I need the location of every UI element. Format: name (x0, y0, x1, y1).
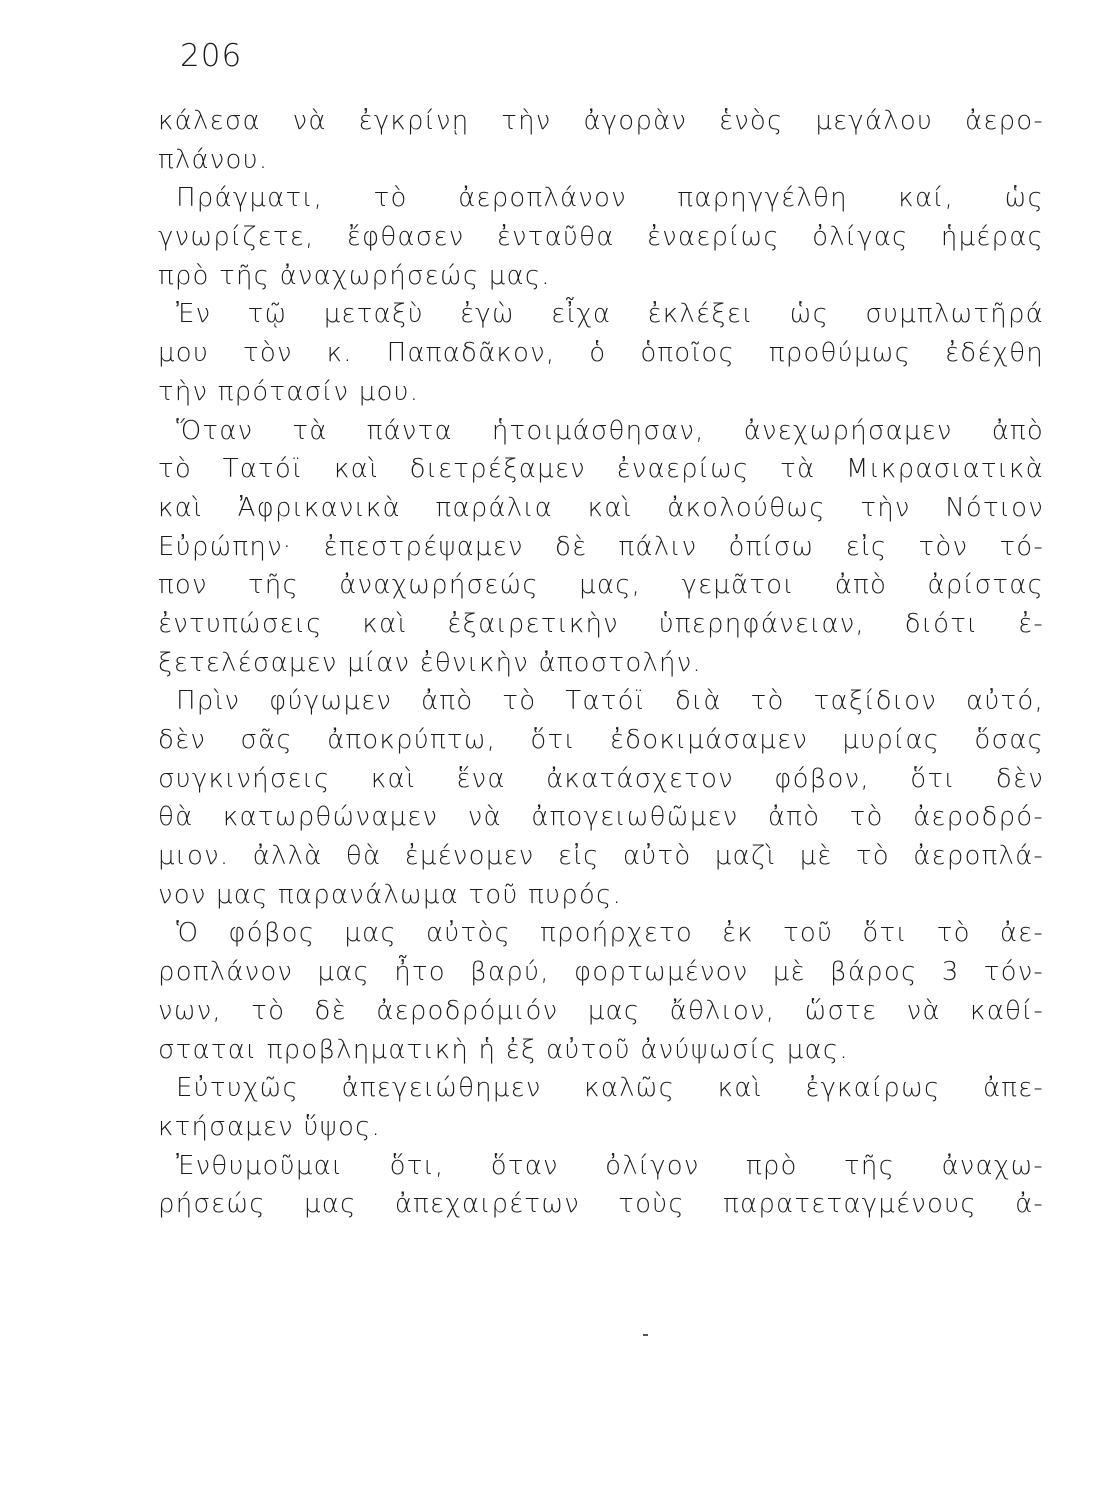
text-line: Ἐνθυμοῦμαι ὅτι, ὅταν ὀλίγον πρὸ τῆς ἀναχω- (176, 1150, 1044, 1181)
text-line: πλάνου. (158, 144, 269, 175)
text-line: Εὐρώπην· ἐπεστρέψαμεν δὲ πάλιν ὀπίσω εἰς τὸν τό- (158, 531, 1044, 562)
text-line: γνωρίζετε, ἔφθασεν ἐνταῦθα ἐναερίως ὀλίγας ἡμέρας (158, 222, 1044, 253)
text-line: τὸ Τατόϊ καὶ διετρέξαμεν ἐναερίως τὰ Μικρασιατικὰ (158, 454, 1044, 485)
text-line: κτήσαμεν ὕψος. (158, 1111, 381, 1142)
text-line: ροπλάνον μας ἦτο βαρύ, φορτωμένον μὲ βάρος 3 τόν- (158, 957, 1044, 988)
text-line: μου τὸν κ. Παπαδᾶκον, ὁ ὁποῖος προθύμως ἐδέχθη (158, 338, 1044, 369)
text-line: Ἐν τῷ μεταξὺ ἐγὼ εἶχα ἐκλέξει ὡς συμπλωτῆρά (176, 299, 1044, 330)
body-text (158, 102, 1044, 1224)
text-line: συγκινήσεις καὶ ἕνα ἀκατάσχετον φόβον, ὅτι δὲν (158, 763, 1044, 794)
text-line: Πρὶν φύγωμεν ἀπὸ τὸ Τατόϊ διὰ τὸ ταξίδιον αὐτό, (176, 686, 1044, 717)
text-line: Ὅταν τὰ πάντα ἡτοιμάσθησαν, ἀνεχωρήσαμεν ἀπὸ (176, 415, 1044, 446)
text-line: δὲν σᾶς ἀποκρύπτω, ὅτι ἐδοκιμάσαμεν μυρίας ὅσας (158, 725, 1044, 755)
text-line: Ὁ φόβος μας αὐτὸς προήρχετο ἐκ τοῦ ὅτι τὸ ἀε- (176, 918, 1044, 949)
text-line: τὴν πρότασίν μου. (158, 376, 420, 407)
ink-speck (643, 1334, 648, 1336)
text-line: πον τῆς ἀναχωρήσεώς μας, γεμᾶτοι ἀπὸ ἀρίστας (158, 570, 1044, 601)
text-line: ξετελέσαμεν μίαν ἐθνικὴν ἀποστολήν. (158, 647, 702, 678)
text-line: καὶ Ἀφρικανικὰ παράλια καὶ ἀκολούθως τὴν Νότιον (158, 492, 1044, 523)
text-line: μιον. ἀλλὰ θὰ ἐμένομεν εἰς αὐτὸ μαζὶ μὲ τὸ ἀεροπλά- (158, 841, 1044, 872)
text-line: κάλεσα νὰ ἐγκρίνῃ τὴν ἀγορὰν ἑνὸς μεγάλου ἀερο- (158, 106, 1044, 136)
text-line: Πράγματι, τὸ ἀεροπλάνον παρηγγέλθη καί, ὡς (176, 183, 1044, 214)
text-line: Εὐτυχῶς ἀπεγειώθημεν καλῶς καὶ ἐγκαίρως ἀπε- (176, 1073, 1044, 1104)
text-line: ἐντυπώσεις καὶ ἐξαιρετικὴν ὑπερηφάνειαν, διότι ἐ- (158, 608, 1044, 639)
text-line: πρὸ τῆς ἀναχωρήσεώς μας. (158, 260, 551, 291)
text-line: σταται προβληματικὴ ἡ ἐξ αὐτοῦ ἀνύψωσίς μας. (158, 1034, 849, 1065)
text-line: θὰ κατωρθώναμεν νὰ ἀπογειωθῶμεν ἀπὸ τὸ ἀεροδρό- (158, 802, 1044, 833)
text-line: ρήσεώς μας ἀπεχαιρέτων τοὺς παρατεταγμένους ἀ- (158, 1189, 1044, 1220)
text-line: νων, τὸ δὲ ἀεροδρόμιόν μας ἄθλιον, ὥστε νὰ καθί- (158, 995, 1044, 1026)
text-line: νον μας παρανάλωμα τοῦ πυρός. (158, 879, 622, 910)
page-number: 206 (180, 38, 243, 74)
